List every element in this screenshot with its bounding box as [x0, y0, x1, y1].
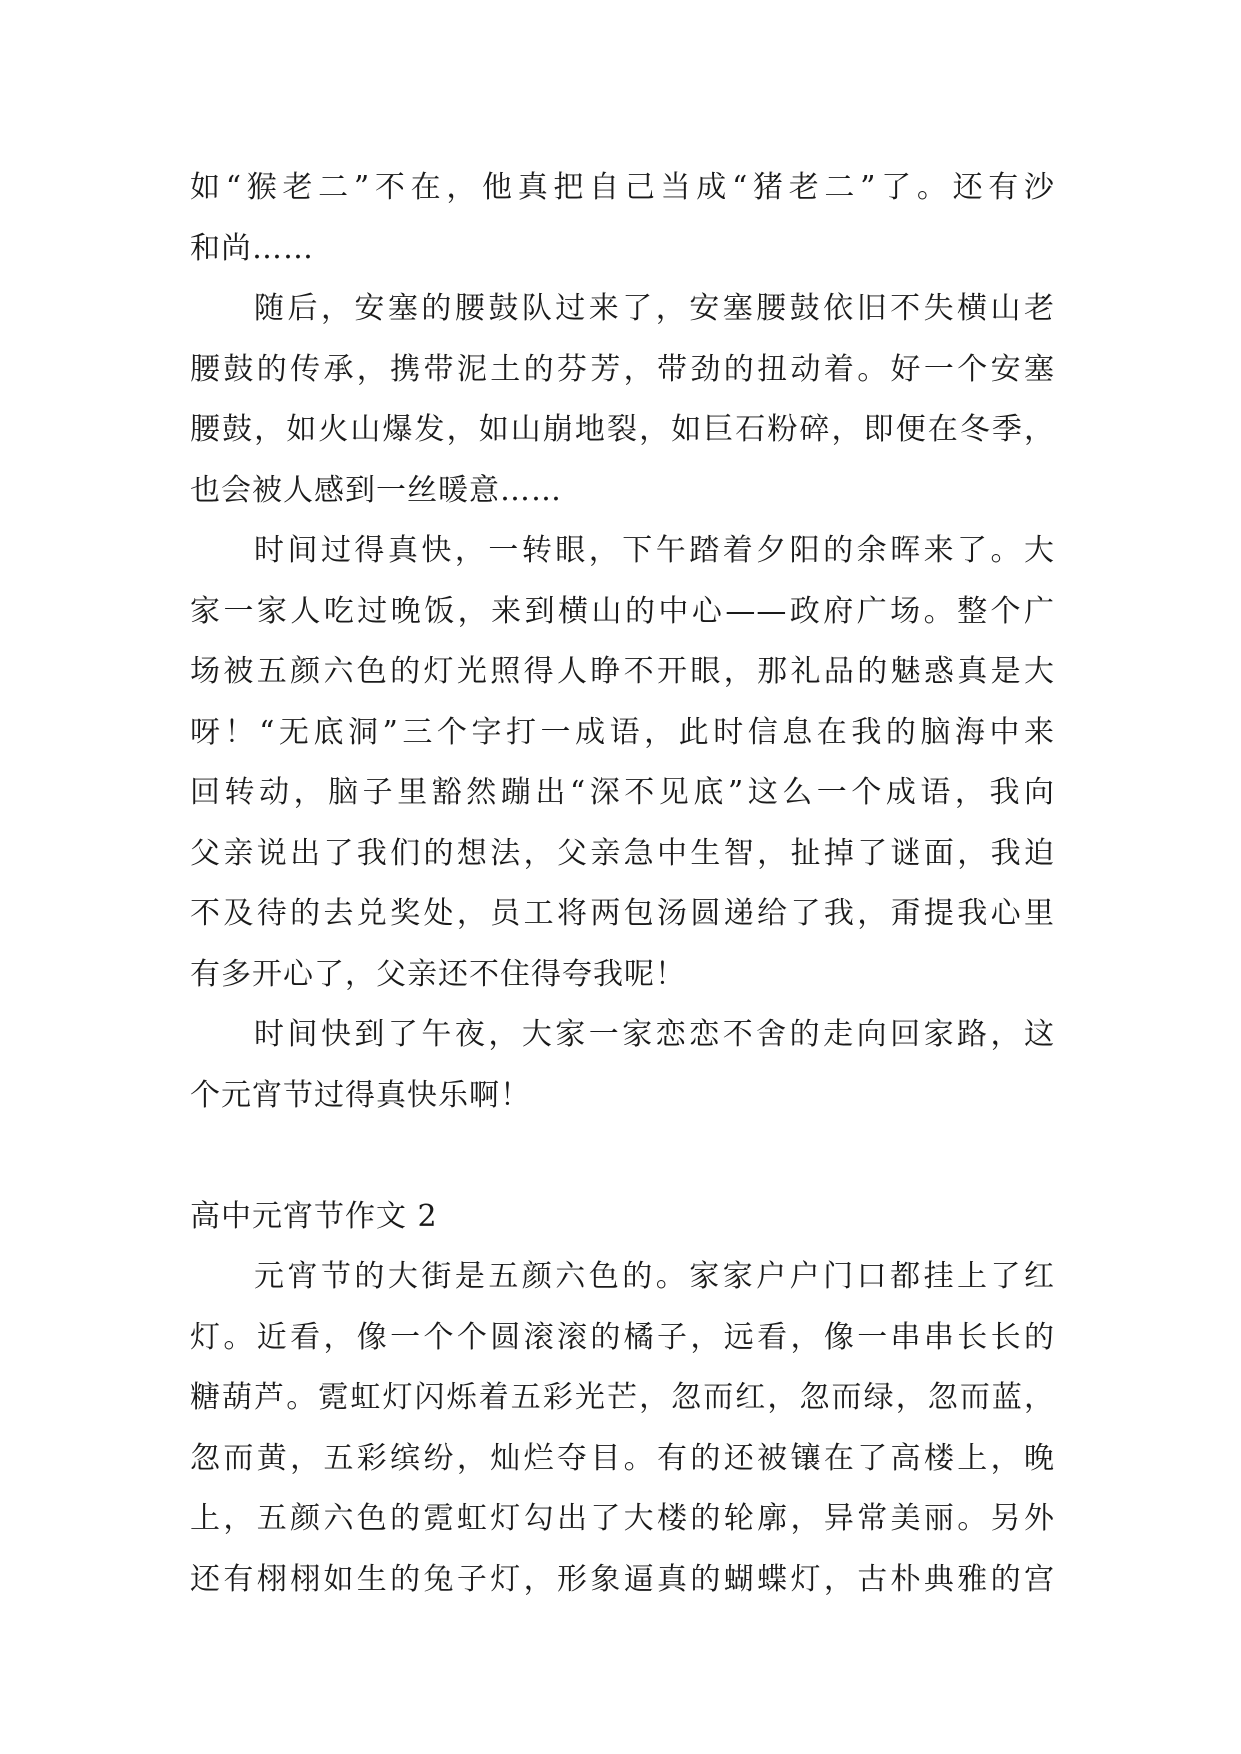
text-line: 场被五颜六色的灯光照得人睁不开眼，那礼品的魅惑真是大 — [190, 654, 1055, 689]
text-line: 还有栩栩如生的兔子灯，形象逼真的蝴蝶灯，古朴典雅的宫 — [190, 1561, 1055, 1597]
paragraph — [190, 1247, 1055, 1610]
text-line: 父亲说出了我们的想法，父亲急中生智，扯掉了谜面，我迫 — [190, 835, 1055, 871]
text-line: 有多开心了，父亲还不住得夸我呢！ — [190, 956, 686, 992]
text-line: 糖葫芦。霓虹灯闪烁着五彩光芒，忽而红，忽而绿，忽而蓝， — [190, 1380, 1055, 1415]
section-title: 高中元宵节作文 2 — [190, 1198, 438, 1234]
text-line: 元宵节的大街是五颜六色的。家家户户门口都挂上了红 — [254, 1259, 1055, 1294]
paragraph — [190, 521, 1055, 1005]
text-line: 上，五颜六色的霓虹灯勾出了大楼的轮廓，异常美丽。另外 — [190, 1501, 1055, 1536]
text-line: 不及待的去兑奖处，员工将两包汤圆递给了我，甭提我心里 — [190, 896, 1055, 931]
paragraph-continuation — [190, 158, 1055, 279]
document-body — [190, 158, 1055, 1610]
text-line: 如“猴老二”不在，他真把自己当成“猪老二”了。还有沙 — [190, 170, 1055, 205]
text-line: 腰鼓的传承，携带泥土的芬芳，带劲的扭动着。好一个安塞 — [190, 351, 1055, 387]
text-line: 和尚…… — [190, 230, 314, 266]
text-line: 时间过得真快，一转眼，下午踏着夕阳的余晖来了。大 — [254, 533, 1055, 568]
text-line: 回转动，脑子里豁然蹦出“深不见底”这么一个成语，我向 — [190, 775, 1055, 810]
text-line: 也会被人感到一丝暖意…… — [190, 472, 562, 508]
text-line: 腰鼓，如火山爆发，如山崩地裂，如巨石粉碎，即便在冬季， — [190, 412, 1055, 447]
paragraph — [190, 279, 1055, 521]
text-line: 时间快到了午夜，大家一家恋恋不舍的走向回家路，这 — [254, 1017, 1055, 1052]
text-line: 个元宵节过得真快乐啊！ — [190, 1077, 531, 1113]
text-line: 随后，安塞的腰鼓队过来了，安塞腰鼓依旧不失横山老 — [254, 291, 1055, 326]
text-line: 忽而黄，五彩缤纷，灿烂夺目。有的还被镶在了高楼上，晚 — [190, 1440, 1055, 1476]
blank-line — [190, 1126, 1055, 1187]
paragraph — [190, 1005, 1055, 1126]
text-line: 灯。近看，像一个个圆滚滚的橘子，远看，像一串串长长的 — [190, 1319, 1055, 1355]
text-line: 呀！“无底洞”三个字打一成语，此时信息在我的脑海中来 — [190, 714, 1055, 750]
text-line: 家一家人吃过晚饭，来到横山的中心——政府广场。整个广 — [190, 593, 1055, 629]
